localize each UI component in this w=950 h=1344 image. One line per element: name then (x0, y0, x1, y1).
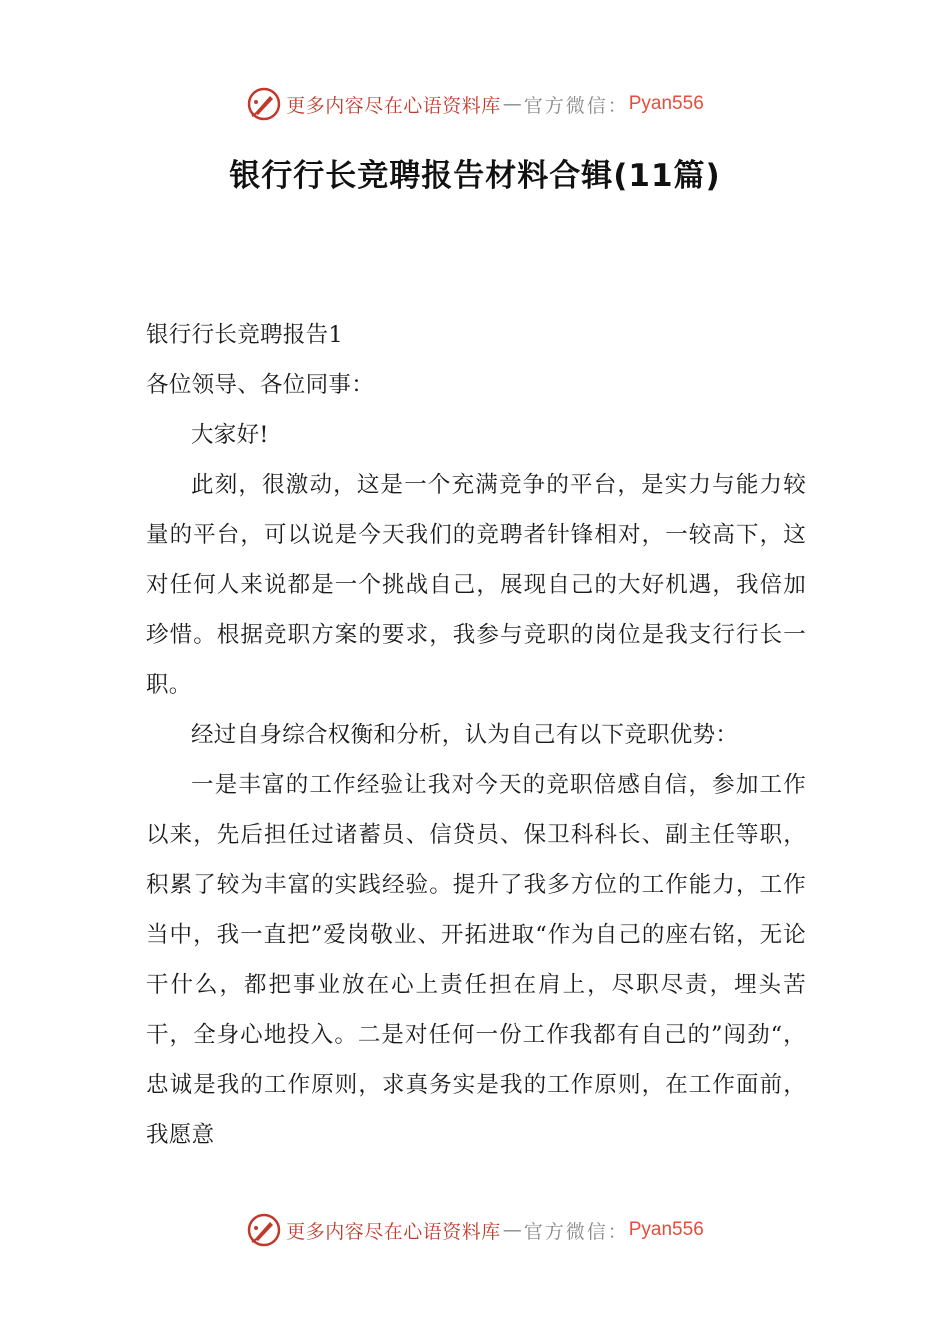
paragraph: 一是丰富的工作经验让我对今天的竞职倍感自信，参加工作以来，先后担任过诸蓄员、信贷员、保卫科科长、副主任等职，积累了较为丰富的实践经验。提升了我多方位的工作能力，工作当中，我一直把”爱岗敬业、开拓进取“作为自己的座右铭，无论干什么，都把事业放在心上责任担在肩上，尽职尽责，埋头苦干，全身心地投入。二是对任何一份工作我都有自己的”闯劲“，忠诚是我的工作原则，求真务实是我的工作原则，在工作面前，我愿意 (146, 772, 806, 1148)
banner-slogan: 更多内容尽在心语资料库 (286, 1220, 501, 1243)
document-body (146, 310, 806, 1160)
greeting: 大家好! (191, 422, 269, 448)
quill-logo-icon (246, 1212, 282, 1248)
paragraph: 此刻，很激动，这是一个充满竞争的平台，是实力与能力较量的平台，可以说是今天我们的竞聘者针锋相对，一较高下，这对任何人来说都是一个挑战自己，展现自己的大好机遇，我倍加珍惜。根据竞职方案的要求，我参与竞职的岗位是我支行行长一职。 (146, 472, 806, 698)
banner-wechat-id: Pyan556 (628, 1219, 704, 1240)
banner-dash: — (502, 1219, 522, 1241)
banner-dash: — (502, 93, 522, 115)
document-title: 银行行长竞聘报告材料合辑(11篇) (229, 158, 721, 194)
salutation: 各位领导、各位同事： (146, 372, 375, 398)
paragraph: 经过自身综合权衡和分析，认为自己有以下竞职优势： (191, 722, 739, 748)
banner-slogan: 更多内容尽在心语资料库 (286, 94, 501, 117)
footer-banner (0, 1210, 950, 1250)
banner-wechat-label: 官方微信： (523, 1220, 629, 1243)
section-heading: 银行行长竞聘报告1 (146, 322, 344, 348)
quill-logo-icon (246, 86, 282, 122)
banner-wechat-label: 官方微信： (523, 94, 629, 117)
banner-wechat-id: Pyan556 (628, 93, 704, 114)
header-banner (0, 84, 950, 124)
